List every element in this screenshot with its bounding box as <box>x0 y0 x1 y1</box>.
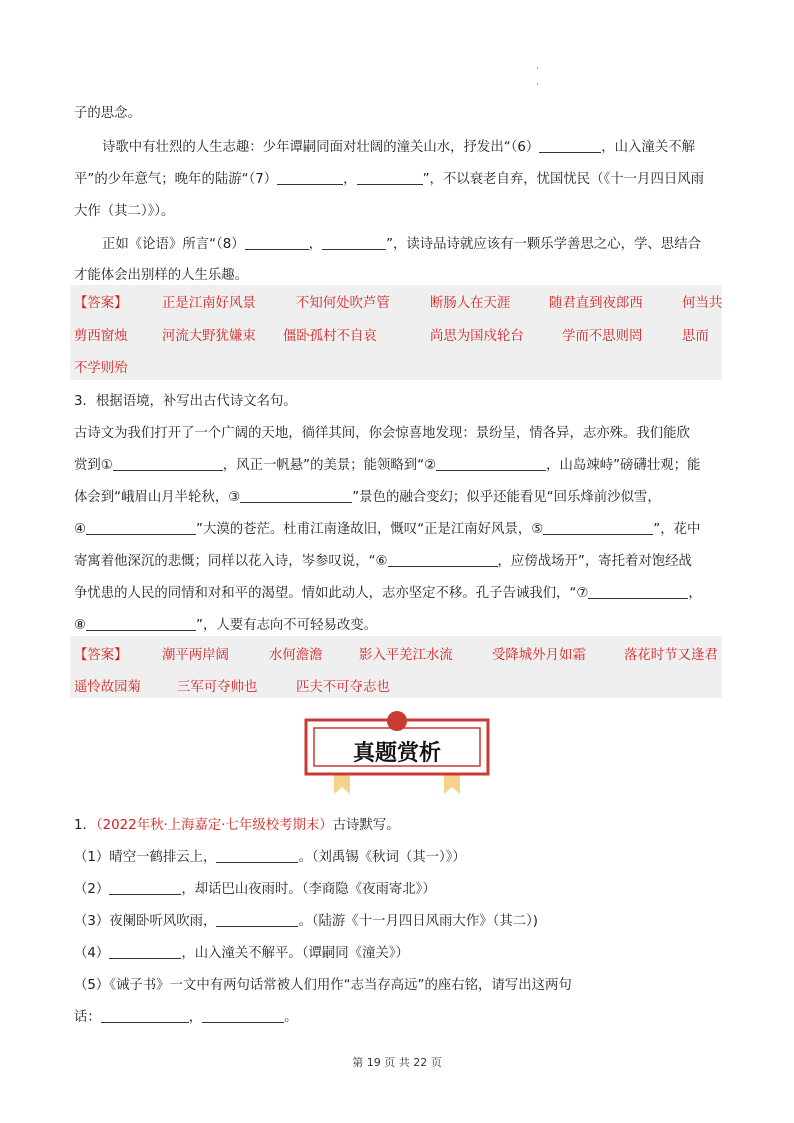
answer-item: 河流大野犹嫌束 <box>162 329 256 344</box>
answer-blank[interactable] <box>240 488 352 503</box>
header-dot: · <box>536 64 539 74</box>
page-footer: 第 19 页 共 22 页 <box>352 1056 442 1069</box>
exam-item: （1）晴空一鹤排云上， 。（刘禹锡《秋词（其一）》） <box>74 850 466 865</box>
banner-pin <box>387 711 407 731</box>
text-line: 寄寓着他深沉的悲慨；同样以花入诗，岑参叹说，“⑥ ，应傍战场开”，寄托着对饱经战 <box>74 554 692 569</box>
answer-item: 不知何处吹芦管 <box>296 296 390 311</box>
text-line: 体会到“峨眉山月半轮秋，③ ”景色的融合变幻；似乎还能看见“回乐烽前沙似雪， <box>74 490 661 505</box>
answer-item: 何当共 <box>682 296 723 311</box>
answer-item: 影入平羌江水流 <box>359 648 453 663</box>
answer-blank[interactable] <box>357 170 423 185</box>
exam-item: 话： ， 。 <box>74 1010 298 1025</box>
text-line: 大作（其二）》）。 <box>74 204 175 219</box>
answer-label: 【答案】 <box>74 296 128 311</box>
answer-blank[interactable] <box>101 1008 189 1023</box>
answer-item: 落花时节又逢君 <box>624 648 718 663</box>
exam-item: （5）《诫子书》一文中有两句话常被人们用作“志当存高远”的座右铭，请写出这两句 <box>74 978 572 993</box>
text-line: 古诗文为我们打开了一个广阔的天地，徜徉其间，你会惊喜地发现：景纷呈，情各异，志亦殊。我们能欣 <box>74 426 690 441</box>
answer-item: 僵卧孤村不自哀 <box>283 329 377 344</box>
exam-source: （2022年秋·上海嘉定·七年级校考期末） <box>95 818 333 833</box>
answer-blank[interactable] <box>388 552 498 567</box>
text-line: 诗歌中有壮烈的人生志趣：少年谭嗣同面对壮阔的潼关山水，抒发出“（6） ，山入潼关不解 <box>102 140 695 155</box>
exam-item: （3）夜阑卧听风吹雨， 。（陆游《十一月四日风雨大作》（其二）) <box>74 914 538 929</box>
answer-blank[interactable] <box>216 912 298 927</box>
answer-label: 【答案】 <box>74 648 128 663</box>
answer-blank[interactable] <box>436 456 546 471</box>
answer-blank[interactable] <box>277 170 343 185</box>
exam-question-title: 1．（2022年秋·上海嘉定·七年级校考期末）古诗默写。 <box>74 818 400 833</box>
header-dot: · <box>536 80 539 90</box>
answer-item: 不学则殆 <box>74 361 128 376</box>
answer-item: 匹夫不可夺志也 <box>296 680 390 695</box>
answer-item: 三军可夺帅也 <box>177 680 258 695</box>
answer-blank[interactable] <box>322 235 386 250</box>
exam-item: （2） ，却话巴山夜雨时。（李商隐《夜雨寄北》） <box>74 882 436 897</box>
answer-blank[interactable] <box>543 520 653 535</box>
answer-blank[interactable] <box>113 456 223 471</box>
exam-item: （4） ，山入潼关不解平。（谭嗣同《潼关》） <box>74 946 409 961</box>
answer-item: 尚思为国戍轮台 <box>430 329 524 344</box>
text-line: ④ ”大漠的苍茫。杜甫江南逢故旧，慨叹“正是江南好风景，⑤ ”，花中 <box>74 522 701 537</box>
text-line: 争忧患的人民的同情和对和平的渴望。情如此动人，志亦坚定不移。孔子告诫我们，“⑦ ， <box>74 586 702 601</box>
text-line: 平”的少年意气；晚年的陆游“（7） ， ”，不以衰老自弃，忧国忧民（《十一月四日风雨 <box>74 172 705 187</box>
answer-blank[interactable] <box>539 138 601 153</box>
question-title: 3．根据语境，补写出古代诗文名句。 <box>74 394 297 409</box>
answer-item: 受降城外月如霜 <box>492 648 586 663</box>
text-line: 正如《论语》所言“（8） ， ”，读诗品诗就应该有一颗乐学善思之心，学、思结合 <box>102 237 701 252</box>
answer-item: 正是江南好风景 <box>162 296 256 311</box>
answer-blank[interactable] <box>588 584 688 599</box>
answer-blank[interactable] <box>202 1008 284 1023</box>
answer-item: 水何澹澹 <box>269 648 323 663</box>
answer-blank[interactable] <box>109 944 181 959</box>
answer-item: 断肠人在天涯 <box>430 296 511 311</box>
answer-item: 学而不思则罔 <box>562 329 643 344</box>
answer-blank[interactable] <box>86 616 196 631</box>
section-title-banner <box>304 710 490 794</box>
answer-item: 随君直到夜郎西 <box>549 296 643 311</box>
answer-blank[interactable] <box>216 848 298 863</box>
answer-item: 潮平两岸阔 <box>162 648 229 663</box>
answer-item: 思而 <box>682 329 709 344</box>
section-title: 真题赏析 <box>352 741 441 766</box>
text-line: 赏到① ，风正一帆悬”的美景；能领略到“② ，山岛竦峙”磅礴壮观；能 <box>74 458 701 473</box>
answer-blank[interactable] <box>86 520 196 535</box>
answer-item: 剪西窗烛 <box>74 329 128 344</box>
text-line: 子的思念。 <box>74 106 141 121</box>
text-line: 才能体会出别样的人生乐趣。 <box>74 268 249 283</box>
answer-blank[interactable] <box>245 235 309 250</box>
text-line: ⑧ ”，人要有志向不可轻易改变。 <box>74 618 378 633</box>
answer-item: 遥怜故园菊 <box>74 680 141 695</box>
answer-blank[interactable] <box>109 880 181 895</box>
